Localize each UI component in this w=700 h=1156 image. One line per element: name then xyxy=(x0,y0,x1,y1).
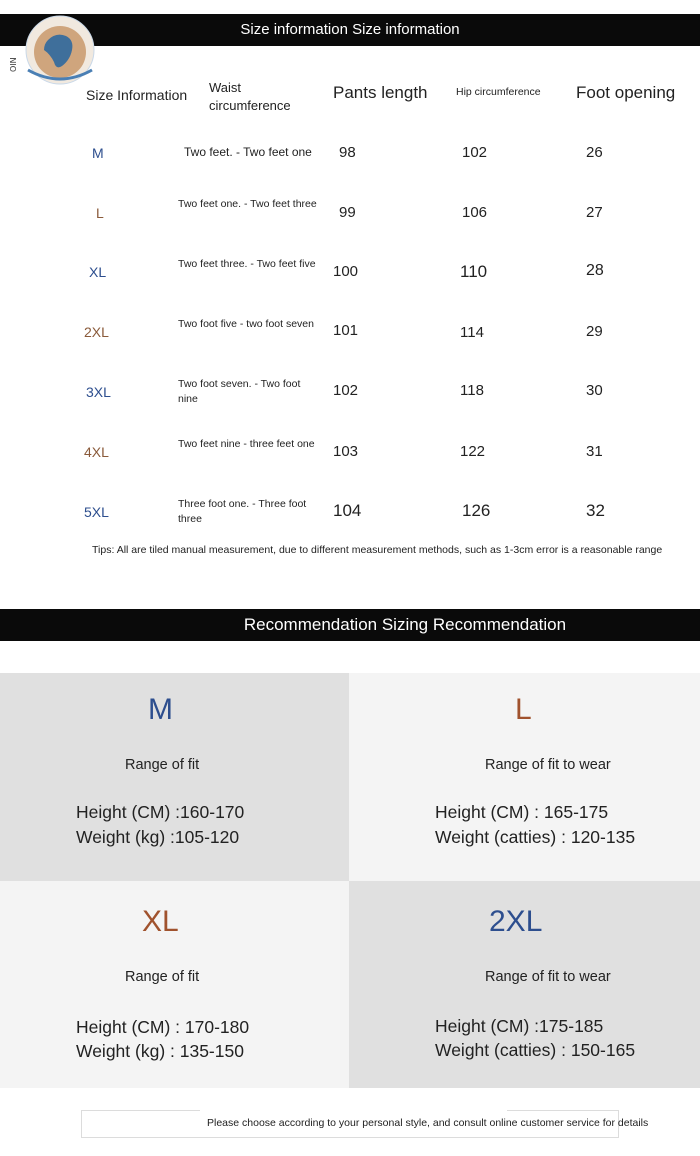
header-hip-circumference: Hip circumference xyxy=(456,86,541,98)
row-pants-length: 99 xyxy=(339,204,356,221)
card-height: Height (CM) :160-170 xyxy=(76,802,245,822)
row-waist: Two feet one. - Two feet three xyxy=(178,198,317,210)
row-waist: Three foot one. - Three foot three xyxy=(178,498,307,525)
row-size: M xyxy=(92,145,104,161)
row-waist: Two feet. - Two feet one xyxy=(184,145,312,159)
brand-logo xyxy=(4,14,104,94)
row-foot-opening: 32 xyxy=(586,501,605,520)
card-weight: Weight (kg) : 135-150 xyxy=(76,1041,244,1061)
row-foot-opening: 26 xyxy=(586,144,603,161)
recommendation-card-xl xyxy=(0,881,349,1088)
card-weight: Weight (kg) :105-120 xyxy=(76,827,240,847)
row-pants-length: 98 xyxy=(339,144,356,161)
card-size-label: M xyxy=(148,693,173,726)
row-foot-opening: 31 xyxy=(586,443,603,460)
measurement-tips: Tips: All are tiled manual measurement, due to different measurement methods, such as 1-3cm error is a reasonable range xyxy=(92,544,663,556)
header-pants-length: Pants length xyxy=(333,83,428,102)
header-foot-opening: Foot opening xyxy=(576,83,676,102)
row-hip: 118 xyxy=(460,382,484,399)
row-hip: 106 xyxy=(462,204,488,221)
row-size: 4XL xyxy=(84,444,109,460)
row-hip: 114 xyxy=(460,324,484,341)
row-size: 2XL xyxy=(84,324,109,340)
card-weight: Weight (catties) : 120-135 xyxy=(435,827,636,847)
recommendation-card-m xyxy=(0,673,349,881)
row-waist: Two feet three. - Two feet five xyxy=(178,258,316,270)
card-size-label: XL xyxy=(142,905,179,938)
header-size-information: Size Information xyxy=(86,87,188,103)
card-height: Height (CM) : 165-175 xyxy=(435,802,609,822)
footer-note: Please choose according to your personal style, and consult online customer service for details xyxy=(200,1110,507,1136)
card-size-label: 2XL xyxy=(489,905,543,938)
row-pants-length: 101 xyxy=(333,322,359,339)
row-pants-length: 100 xyxy=(333,263,359,280)
row-pants-length: 103 xyxy=(333,443,359,460)
row-size: XL xyxy=(89,264,107,280)
row-hip: 110 xyxy=(460,262,488,281)
card-range-label: Range of fit to wear xyxy=(485,969,611,985)
sizing-recommendation-title: Recommendation Sizing Recommendation xyxy=(243,615,567,634)
row-hip: 126 xyxy=(462,501,491,520)
row-foot-opening: 27 xyxy=(586,204,603,221)
card-height: Height (CM) : 170-180 xyxy=(76,1017,250,1037)
row-pants-length: 102 xyxy=(333,382,359,399)
recommendation-card-l xyxy=(349,673,700,881)
row-foot-opening: 30 xyxy=(586,382,603,399)
row-size: 3XL xyxy=(86,384,111,400)
row-foot-opening: 28 xyxy=(586,262,604,279)
recommendation-card-2xl xyxy=(349,881,700,1088)
row-waist: Two foot seven. - Two foot nine xyxy=(178,378,301,405)
row-pants-length: 104 xyxy=(333,501,362,520)
row-waist: Two feet nine - three feet one xyxy=(178,438,315,450)
sizing-recommendation-banner xyxy=(0,609,700,641)
header-waist-circumference: Waist circumference xyxy=(209,80,291,113)
card-size-label: L xyxy=(515,693,532,726)
card-height: Height (CM) :175-185 xyxy=(435,1016,604,1036)
row-hip: 102 xyxy=(462,144,488,161)
row-foot-opening: 29 xyxy=(586,323,603,340)
card-range-label: Range of fit xyxy=(125,757,200,773)
logo-text: OIN xyxy=(9,57,18,72)
row-waist: Two foot five - two foot seven xyxy=(178,318,314,330)
card-range-label: Range of fit to wear xyxy=(485,757,611,773)
card-range-label: Range of fit xyxy=(125,969,200,985)
size-information-banner xyxy=(0,14,700,46)
size-information-title: Size information Size information xyxy=(240,21,460,38)
row-hip: 122 xyxy=(460,443,486,460)
row-size: 5XL xyxy=(84,504,109,520)
row-size: L xyxy=(96,205,104,221)
card-weight: Weight (catties) : 150-165 xyxy=(435,1040,636,1060)
